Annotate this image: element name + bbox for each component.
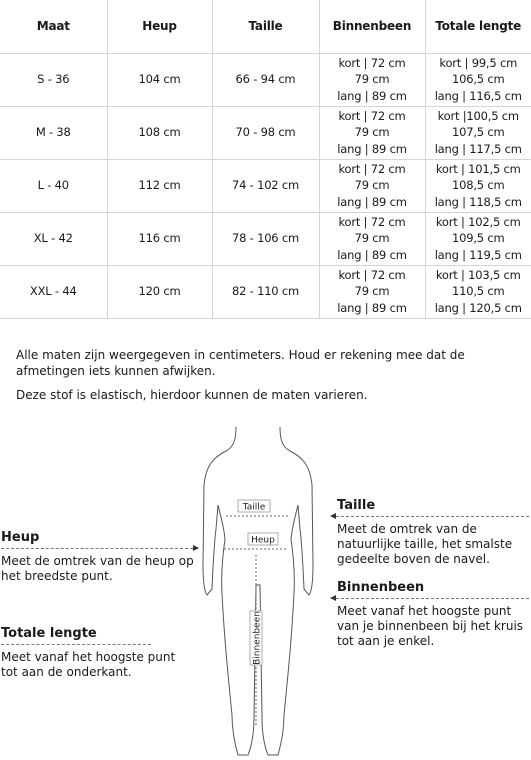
binnenbeen-kort: kort | 72 cm (338, 55, 406, 70)
cell-binnenbeen (319, 159, 425, 212)
totale-lengte-lang: lang | 116,5 cm (434, 88, 522, 103)
binnenbeen-lang: lang | 89 cm (337, 194, 407, 209)
cell-heup: 104 cm (107, 53, 212, 106)
binnenbeen-kort: kort | 72 cm (338, 214, 406, 229)
cell-binnenbeen (319, 53, 425, 106)
cell-binnenbeen (319, 212, 425, 265)
cell-binnenbeen (319, 106, 425, 159)
totale-lengte-kort: kort | 99,5 cm (439, 55, 518, 70)
table-row (0, 159, 531, 212)
totale-lengte-regular: 110,5 cm (451, 284, 505, 299)
totale-lengte-regular: 109,5 cm (451, 231, 505, 246)
table-row (0, 265, 531, 318)
binnenbeen-regular: 79 cm (354, 284, 390, 299)
cell-maat: M - 38 (0, 106, 107, 159)
cell-binnenbeen (319, 265, 425, 318)
binnenbeen-regular: 79 cm (354, 231, 390, 246)
binnenbeen-lang: lang | 89 cm (337, 88, 407, 103)
cell-totale-lengte (425, 265, 531, 318)
totale-lengte-lang: lang | 120,5 cm (434, 300, 522, 315)
table-row (0, 212, 531, 265)
cell-taille: 70 - 98 cm (212, 106, 319, 159)
totale-lengte-callout (1, 626, 176, 680)
size-notes (16, 347, 516, 403)
cell-taille: 66 - 94 cm (212, 53, 319, 106)
cell-totale-lengte (425, 53, 531, 106)
totale-lengte-callout-title: Totale lengte (1, 626, 97, 641)
heup-callout-title: Heup (1, 530, 40, 545)
binnenbeen-lang: lang | 89 cm (337, 300, 407, 315)
col-header-maat: Maat (0, 0, 107, 53)
heup-callout-text: Meet de omtrek van de heup op het breedste punt. (1, 554, 194, 583)
totale-lengte-regular: 108,5 cm (451, 178, 505, 193)
binnenbeen-kort: kort | 72 cm (338, 267, 406, 282)
note-centimeters: Alle maten zijn weergegeven in centimeters. Houd er rekening mee dat de afmetingen iets kunnen afwijken. (16, 348, 465, 378)
taille-callout-text: Meet de omtrek van de natuurlijke taille, het smalste gedeelte boven de navel. (337, 522, 513, 566)
cell-maat: XXL - 44 (0, 265, 107, 318)
cell-totale-lengte (425, 159, 531, 212)
cell-maat: L - 40 (0, 159, 107, 212)
binnenbeen-figure-label: Binnenbeen (252, 611, 263, 665)
cell-maat: XL - 42 (0, 212, 107, 265)
totale-lengte-kort: kort | 103,5 cm (435, 267, 521, 282)
cell-taille: 74 - 102 cm (212, 159, 319, 212)
totale-lengte-regular: 106,5 cm (451, 72, 505, 87)
heup-callout (1, 530, 198, 584)
binnenbeen-kort: kort | 72 cm (338, 108, 406, 123)
cell-heup: 120 cm (107, 265, 212, 318)
cell-heup: 108 cm (107, 106, 212, 159)
cell-heup: 116 cm (107, 212, 212, 265)
col-header-totale-lengte: Totale lengte (425, 0, 531, 53)
cell-totale-lengte (425, 212, 531, 265)
totale-lengte-callout-text: Meet vanaf het hoogste punt tot aan de onderkant. (1, 650, 176, 679)
cell-maat: S - 36 (0, 53, 107, 106)
totale-lengte-divider (1, 644, 151, 645)
heup-arrow (1, 548, 198, 549)
measurement-guide (0, 425, 531, 760)
binnenbeen-callout-text: Meet vanaf het hoogste punt van je binnenbeen bij het kruis tot aan je enkel. (337, 604, 524, 648)
binnenbeen-arrow (331, 598, 529, 599)
table-row (0, 106, 531, 159)
binnenbeen-callout (331, 580, 529, 649)
table-header-row (0, 0, 531, 53)
taille-callout (331, 498, 529, 567)
binnenbeen-regular: 79 cm (354, 125, 390, 140)
table-row (0, 53, 531, 106)
taille-arrow (331, 516, 529, 517)
totale-lengte-regular: 107,5 cm (451, 125, 505, 140)
totale-lengte-lang: lang | 117,5 cm (434, 141, 522, 156)
totale-lengte-kort: kort | 102,5 cm (435, 214, 521, 229)
totale-lengte-lang: lang | 118,5 cm (434, 194, 522, 209)
col-header-binnenbeen: Binnenbeen (319, 0, 425, 53)
cell-heup: 112 cm (107, 159, 212, 212)
binnenbeen-regular: 79 cm (354, 178, 390, 193)
binnenbeen-callout-title: Binnenbeen (337, 580, 425, 595)
totale-lengte-kort: kort | 101,5 cm (435, 161, 521, 176)
cell-taille: 78 - 106 cm (212, 212, 319, 265)
body-outline (203, 427, 313, 755)
binnenbeen-kort: kort | 72 cm (338, 161, 406, 176)
binnenbeen-regular: 79 cm (354, 72, 390, 87)
col-header-taille: Taille (212, 0, 319, 53)
size-table (0, 0, 531, 319)
cell-totale-lengte (425, 106, 531, 159)
totale-lengte-lang: lang | 119,5 cm (434, 247, 522, 262)
col-header-heup: Heup (107, 0, 212, 53)
note-elastic: Deze stof is elastisch, hierdoor kunnen de maten varieren. (16, 388, 368, 402)
totale-lengte-kort: kort |100,5 cm (437, 108, 519, 123)
heup-figure-label: Heup (251, 535, 275, 546)
cell-taille: 82 - 110 cm (212, 265, 319, 318)
binnenbeen-lang: lang | 89 cm (337, 141, 407, 156)
binnenbeen-lang: lang | 89 cm (337, 247, 407, 262)
taille-figure-label: Taille (242, 502, 266, 513)
taille-callout-title: Taille (337, 498, 376, 513)
